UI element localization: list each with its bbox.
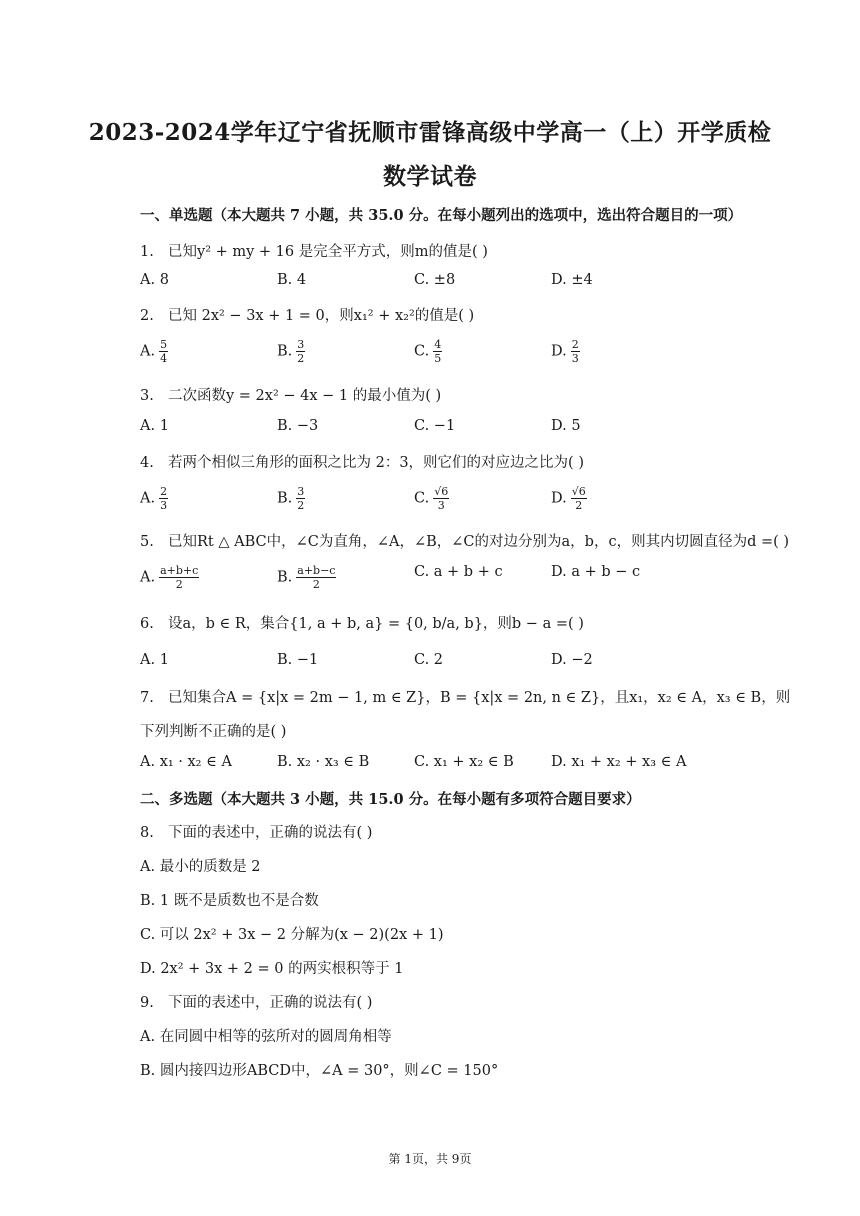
question-text: 已知 2x² − 3x + 1 = 0，则x₁² + x₂²的值是( ) [168,308,475,324]
option-a: A. $\frac{2}{3}$ [140,485,168,512]
question-3-options [140,418,760,442]
question-text: 若两个相似三角形的面积之比为 2：3，则它们的对应边之比为( ) [168,455,584,471]
option-c: C. 可以 2x² + 3x − 2 分解为(x − 2)(2x + 1) [140,927,444,943]
question-9 [140,991,372,1012]
option-d: D. $\frac{2}{3}$ [551,338,579,365]
option-a: A. 在同圆中相等的弦所对的圆周角相等 [140,1029,392,1045]
question-4 [140,451,584,472]
option-b: B. 4 [277,272,307,288]
question-text: 设a，b ∈ R，集合{1, a + b, a} = {0, b/a, b}，则b − a =( ) [168,616,584,632]
question-8 [140,821,372,842]
question-6-options [140,652,760,676]
question-7-text-continued: 下列判断不正确的是( ) [140,724,287,740]
question-5 [140,530,789,551]
option-b: B. $\frac{3}{2}$ [277,338,305,365]
section-heading-single-choice: 一、单选题（本大题共 7 小题，共 35.0 分。在每小题列出的选项中，选出符合题目的一项） [140,207,743,224]
question-4-options [140,485,760,512]
option-c: C. $\frac{4}{5}$ [414,338,442,365]
question-1 [140,240,488,261]
option-a: A. 1 [140,652,169,668]
question-number: 3. [140,388,154,404]
option-d: D. $\frac{√6}{2}$ [551,485,586,512]
question-text: 下面的表述中，正确的说法有( ) [168,995,373,1011]
question-7-options [140,754,760,778]
option-d: D. ±4 [551,272,593,288]
option-d: D. −2 [551,652,593,668]
question-text: 二次函数y = 2x² − 4x − 1 的最小值为( ) [168,388,442,404]
option-c: C. $\frac{√6}{3}$ [414,485,449,512]
question-number: 5. [140,534,154,550]
question-text: 下面的表述中，正确的说法有( ) [168,825,373,841]
option-b: B. $\frac{3}{2}$ [277,485,305,512]
question-6 [140,612,584,633]
option-a: A. 最小的质数是 2 [140,859,261,875]
page-footer: 第 1页，共 9页 [388,1152,472,1166]
question-number: 4. [140,455,154,471]
question-number: 6. [140,616,154,632]
option-a: A. $\frac{5}{4}$ [140,338,168,365]
question-text: 已知集合A = {x|x = 2m − 1, m ∈ Z}，B = {x|x = 2n, n ∈ Z}，且x₁，x₂ ∈ A，x₃ ∈ B，则 [168,690,791,706]
question-number: 1. [140,244,154,260]
question-number: 7. [140,690,154,706]
option-c: C. a + b + c [414,564,503,580]
question-number: 2. [140,308,154,324]
option-a: A. $\frac{a+b+c}{2}$ [140,564,199,591]
option-d: D. x₁ + x₂ + x₃ ∈ A [551,754,687,770]
option-d: D. 5 [551,418,581,434]
option-b: B. 1 既不是质数也不是合数 [140,893,319,909]
exam-title-line1: 2023-2024学年辽宁省抚顺市雷锋高级中学高一（上）开学质检 [88,119,772,146]
question-text: 已知Rt △ ABC中，∠C为直角，∠A，∠B，∠C的对边分别为a，b，c，则其内切圆直径为d =( ) [168,534,790,550]
question-text: 已知y² + my + 16 是完全平方式，则m的值是( ) [168,244,488,260]
question-1-options [140,272,760,296]
question-2 [140,304,474,325]
option-c: C. ±8 [414,272,456,288]
option-c: C. −1 [414,418,456,434]
question-3 [140,384,441,405]
exam-title-line2: 数学试卷 [383,163,477,190]
option-b: B. $\frac{a+b-c}{2}$ [277,564,336,591]
question-number: 9. [140,995,154,1011]
section-heading-multiple-choice: 二、多选题（本大题共 3 小题，共 15.0 分。在每小题有多项符合题目要求） [140,791,641,808]
option-a: A. x₁ · x₂ ∈ A [140,754,232,770]
question-5-options [140,564,760,591]
question-7 [140,686,790,707]
option-c: C. x₁ + x₂ ∈ B [414,754,514,770]
option-b: B. x₂ · x₃ ∈ B [277,754,370,770]
question-number: 8. [140,825,154,841]
question-2-options [140,338,760,365]
option-b: B. −1 [277,652,319,668]
option-d: D. 2x² + 3x + 2 = 0 的两实根积等于 1 [140,961,404,977]
option-a: A. 8 [140,272,169,288]
option-b: B. 圆内接四边形ABCD中，∠A = 30°，则∠C = 150° [140,1063,499,1079]
option-b: B. −3 [277,418,319,434]
option-c: C. 2 [414,652,444,668]
option-d: D. a + b − c [551,564,641,580]
option-a: A. 1 [140,418,169,434]
